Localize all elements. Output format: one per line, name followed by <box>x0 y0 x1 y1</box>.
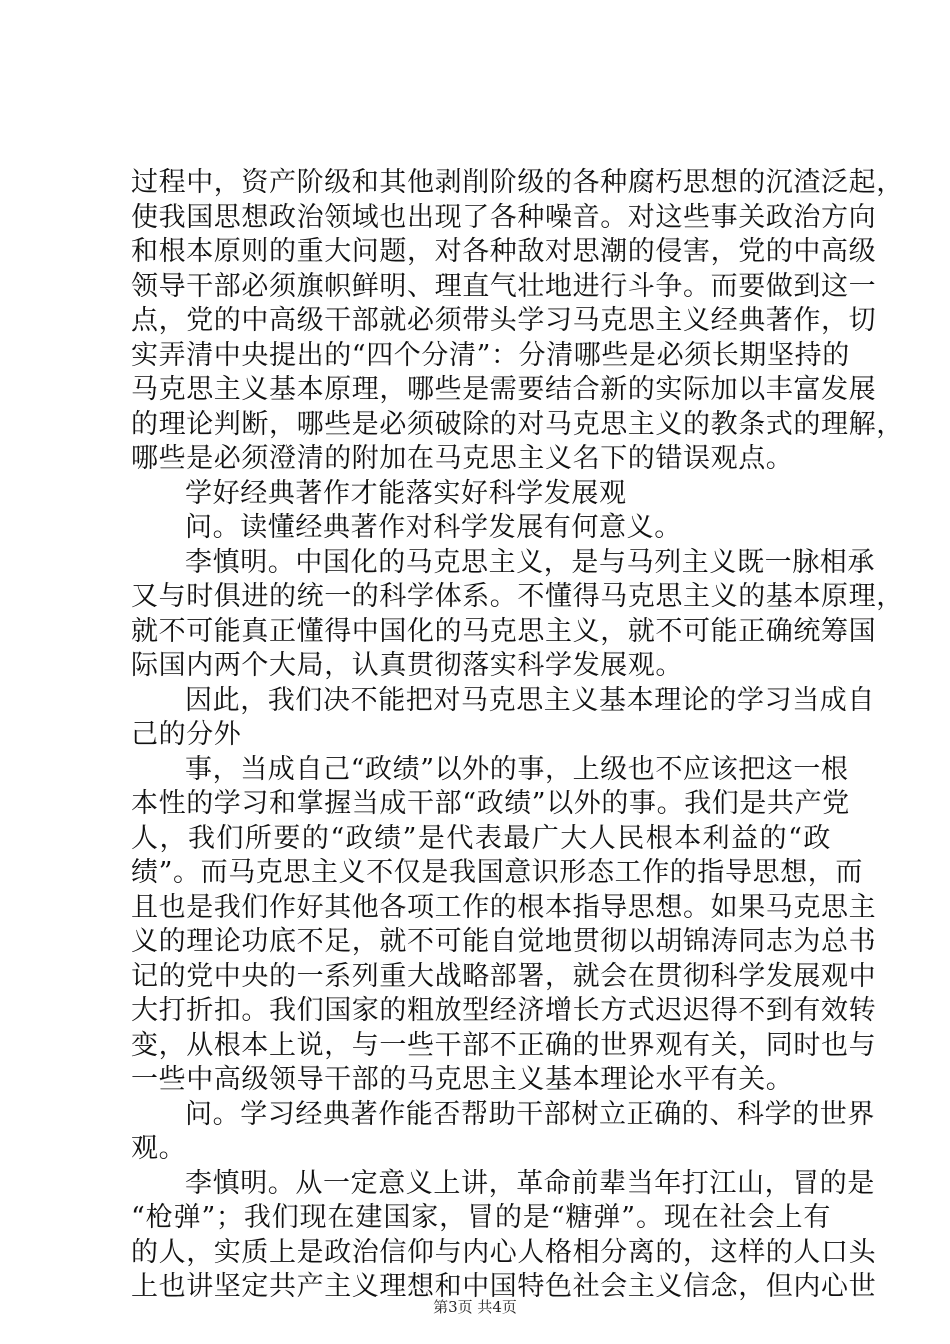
page-footer <box>0 1298 950 1316</box>
text-line: 哪些是必须澄清的附加在马克思主义名下的错误观点。 <box>131 443 794 474</box>
text-line: “枪弹”；我们现在建国家，冒的是“糖弹”。现在社会上有 <box>131 1202 831 1233</box>
text-line: 过程中，资产阶级和其他剥削阶级的各种腐朽思想的沉渣泛起， <box>131 167 904 198</box>
text-line: 的人，实质上是政治信仰与内心人格相分离的，这样的人口头 <box>131 1236 877 1268</box>
page-number-label: 第3页 共4页 <box>433 1298 517 1316</box>
question-line: 问。读懂经典著作对科学发展有何意义。 <box>185 512 682 543</box>
answer-line: 李慎明。中国化的马克思主义，是与马列主义既一脉相承 <box>185 546 875 578</box>
text-line: 上也讲坚定共产主义理想和中国特色社会主义信念，但内心世 <box>131 1271 877 1302</box>
text-line: 己的分外 <box>131 719 242 750</box>
text-line: 且也是我们作好其他各项工作的根本指导思想。如果马克思主 <box>131 891 877 923</box>
text-line: 大打折扣。我们国家的粗放型经济增长方式迟迟得不到有效转 <box>131 995 877 1026</box>
document-body <box>131 166 904 1305</box>
text-line: 和根本原则的重大问题，对各种敌对思潮的侵害，党的中高级 <box>131 236 877 267</box>
text-line: 的理论判断，哪些是必须破除的对马克思主义的教条式的理解， <box>131 408 904 440</box>
text-line: 因此，我们决不能把对马克思主义基本理论的学习当成自 <box>185 684 875 716</box>
text-line: 记的党中央的一系列重大战略部署，就会在贯彻科学发展观中 <box>131 960 877 992</box>
answer-line: 李慎明。从一定意义上讲，革命前辈当年打江山，冒的是 <box>185 1167 875 1199</box>
text-line: 事，当成自己“政绩”以外的事，上级也不应该把这一根 <box>185 753 849 785</box>
section-heading: 学好经典著作才能落实好科学发展观 <box>185 477 627 509</box>
text-line: 变，从根本上说，与一些干部不正确的世界观有关，同时也与 <box>131 1029 877 1061</box>
text-line: 就不可能真正懂得中国化的马克思主义，就不可能正确统筹国 <box>131 615 877 647</box>
text-line: 点，党的中高级干部就必须带头学习马克思主义经典著作，切 <box>131 305 877 336</box>
text-line: 又与时俱进的统一的科学体系。不懂得马克思主义的基本原理， <box>131 581 904 612</box>
text-line: 义的理论功底不足，就不可能自觉地贯彻以胡锦涛同志为总书 <box>131 926 877 957</box>
text-line: 人，我们所要的“政绩”是代表最广大人民根本利益的“政 <box>131 822 831 854</box>
text-line: 观。 <box>131 1133 187 1164</box>
text-line: 领导干部必须旗帜鲜明、理直气壮地进行斗争。而要做到这一 <box>131 270 877 302</box>
question-line: 问。学习经典著作能否帮助干部树立正确的、科学的世界 <box>185 1098 875 1130</box>
text-line: 马克思主义基本原理，哪些是需要结合新的实际加以丰富发展 <box>131 374 877 405</box>
text-line: 际国内两个大局，认真贯彻落实科学发展观。 <box>131 650 683 681</box>
text-line: 绩”。而马克思主义不仅是我国意识形态工作的指导思想，而 <box>131 857 864 888</box>
text-line: 实弄清中央提出的“四个分清”：分清哪些是必须长期坚持的 <box>131 339 850 371</box>
text-line: 一些中高级领导干部的马克思主义基本理论水平有关。 <box>131 1064 794 1095</box>
text-line: 本性的学习和掌握当成干部“政绩”以外的事。我们是共产党 <box>131 788 850 819</box>
text-line: 使我国思想政治领域也出现了各种噪音。对这些事关政治方向 <box>131 201 877 233</box>
